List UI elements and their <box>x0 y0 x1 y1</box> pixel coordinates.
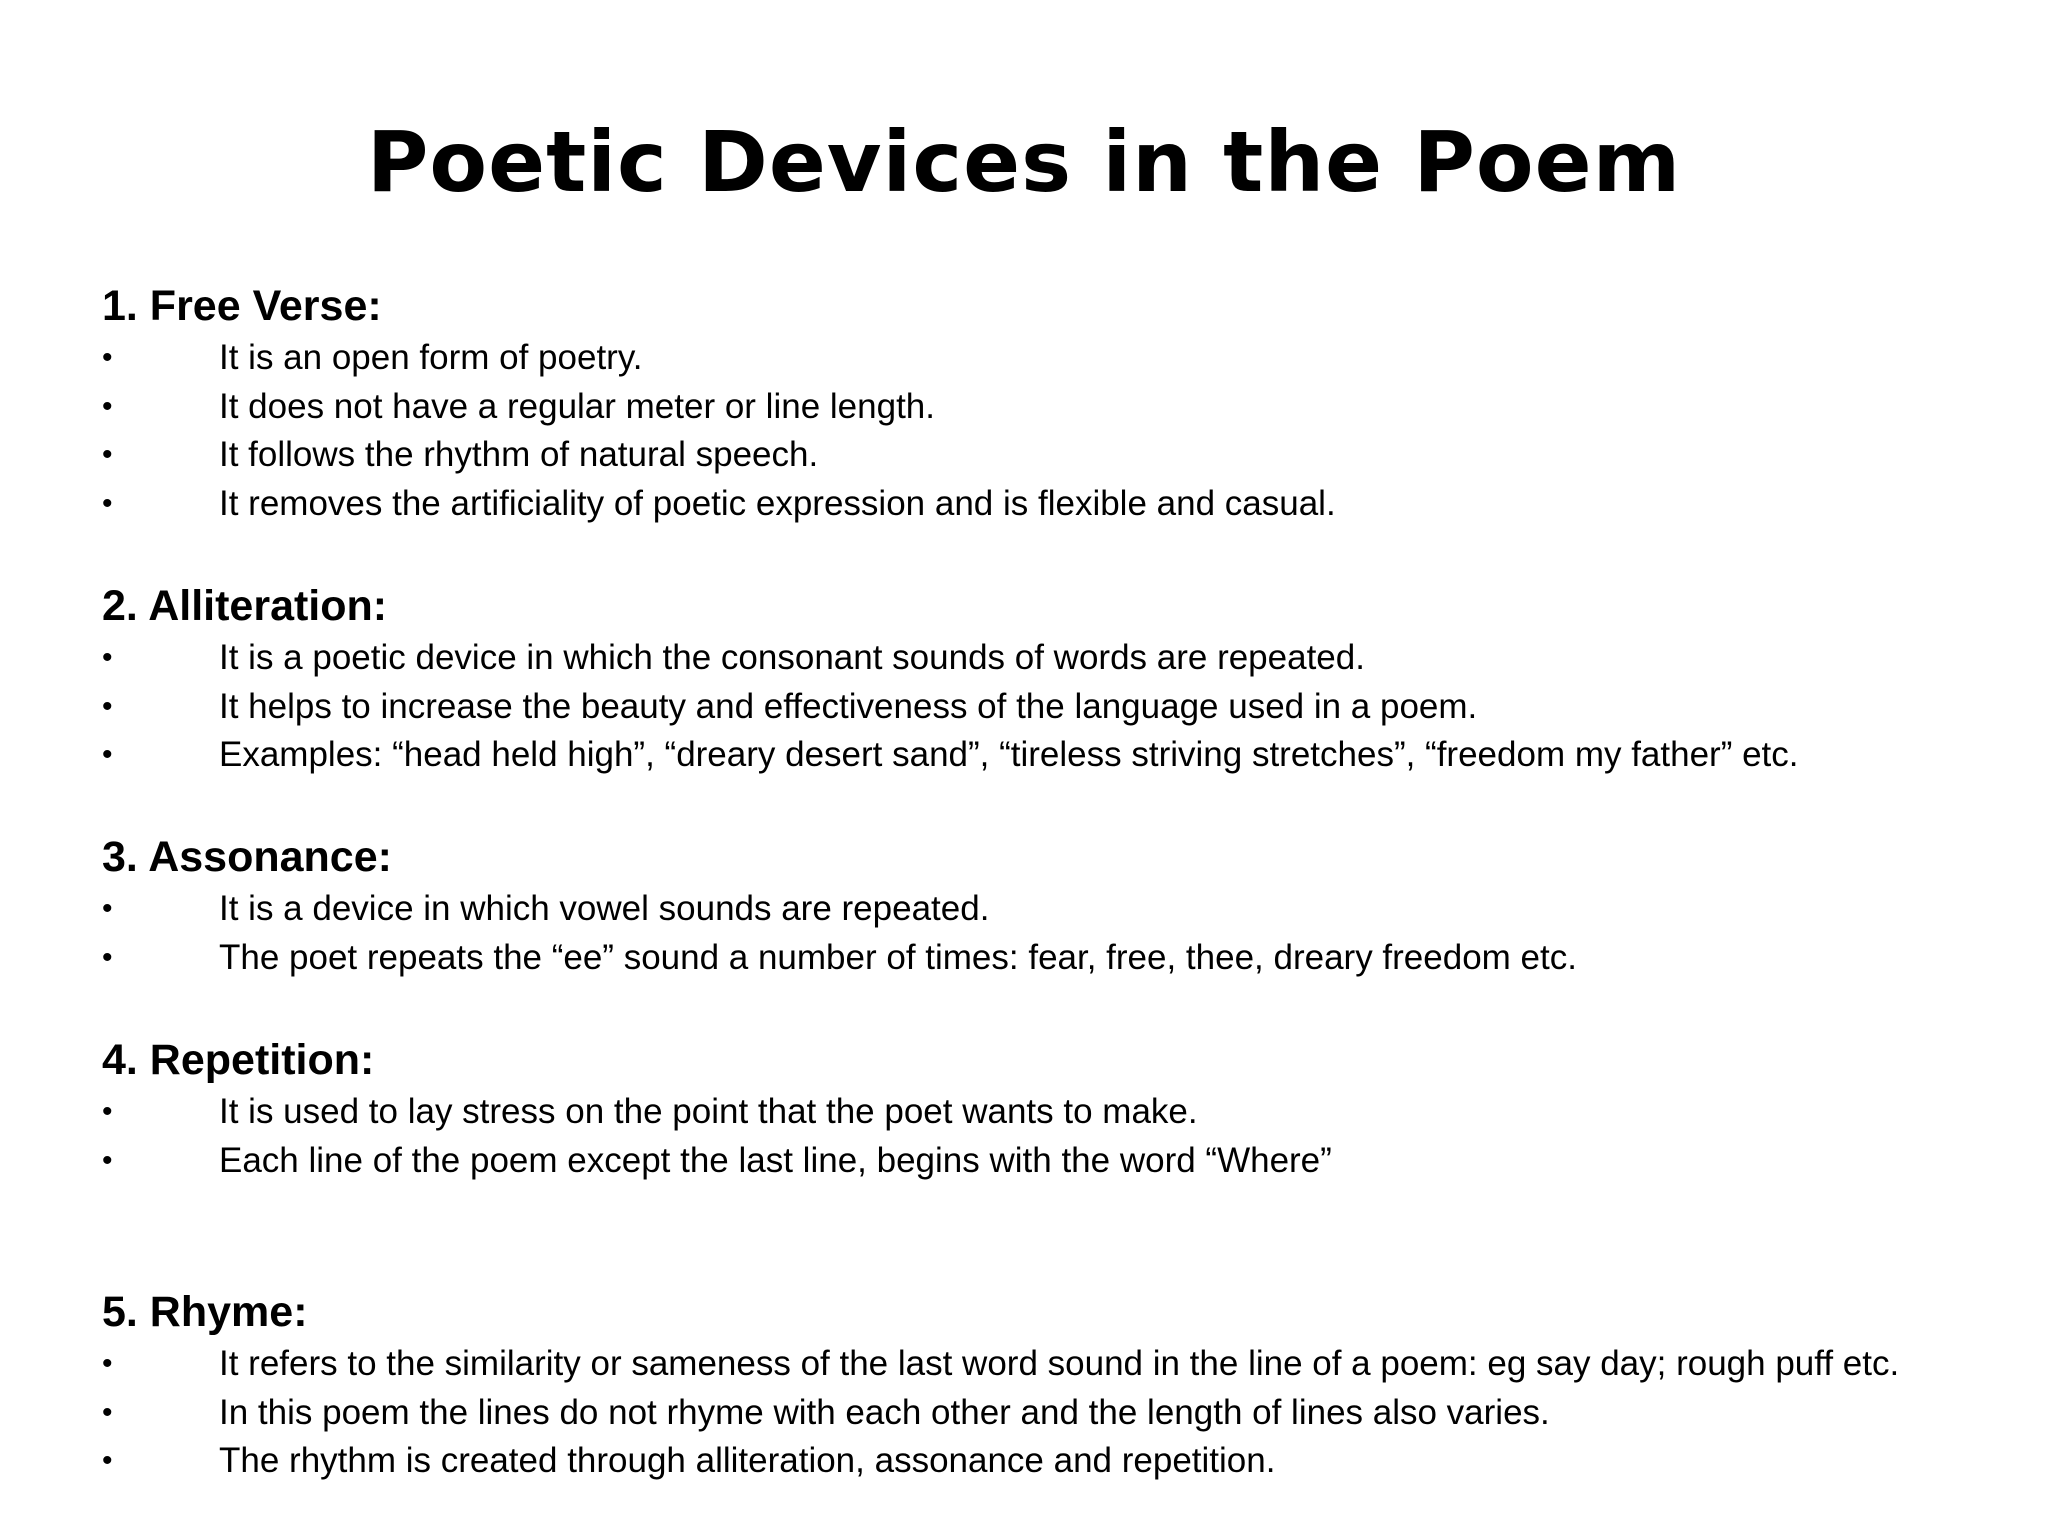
bullet-text: Examples: “head held high”, “dreary desert sand”, “tireless striving stretches”, “freedom my father” etc. <box>219 735 1799 774</box>
section-rhyme <box>102 1284 2022 1486</box>
list-item <box>102 1389 2022 1438</box>
list-item <box>102 934 2022 983</box>
list-item <box>102 383 2022 432</box>
bullet-icon: • <box>102 341 113 374</box>
bullet-list <box>102 1340 2022 1486</box>
bullet-icon: • <box>102 1395 113 1429</box>
bullet-text: It is used to lay stress on the point that the poet wants to make. <box>219 1092 1198 1131</box>
section-alliteration <box>102 578 2022 780</box>
bullet-list <box>102 634 2022 780</box>
section-assonance <box>102 829 2022 982</box>
bullet-list <box>102 885 2022 982</box>
bullet-text: It refers to the similarity or sameness of the last word sound in the line of a poem: eg say day; rough puff etc. <box>219 1344 1900 1383</box>
section-heading: 4. Repetition: <box>102 1036 375 1084</box>
list-item <box>102 334 2022 383</box>
bullet-text: The poet repeats the “ee” sound a number of times: fear, free, thee, dreary freedom etc. <box>219 937 1577 977</box>
bullet-icon: • <box>102 1095 113 1128</box>
bullet-text: It is an open form of poetry. <box>219 338 643 377</box>
bullet-icon: • <box>102 892 113 925</box>
bullet-text: The rhythm is created through alliteration, assonance and repetition. <box>219 1441 1276 1480</box>
bullet-icon: • <box>102 1347 113 1380</box>
section-repetition <box>102 1032 2022 1185</box>
bullet-icon: • <box>102 389 113 423</box>
list-item <box>102 480 2022 529</box>
slide-title: Poetic Devices in the Poem <box>366 113 1682 211</box>
list-item <box>102 1340 2022 1389</box>
list-item <box>102 683 2022 732</box>
bullet-text: In this poem the lines do not rhyme with each other and the length of lines also varies. <box>219 1392 1550 1432</box>
list-item <box>102 431 2022 480</box>
bullet-text: It helps to increase the beauty and effectiveness of the language used in a poem. <box>219 686 1478 726</box>
list-item <box>102 1088 2022 1137</box>
bullet-list <box>102 334 2022 528</box>
bullet-icon: • <box>102 1444 113 1477</box>
bullet-icon: • <box>102 641 113 674</box>
bullet-text: It follows the rhythm of natural speech. <box>219 435 819 474</box>
bullet-text: It is a poetic device in which the consonant sounds of words are repeated. <box>219 638 1365 677</box>
section-heading: 3. Assonance: <box>102 833 392 881</box>
bullet-icon: • <box>102 1143 113 1177</box>
bullet-icon: • <box>102 738 113 771</box>
list-item <box>102 885 2022 934</box>
bullet-text: Each line of the poem except the last line, begins with the word “Where” <box>219 1140 1332 1180</box>
section-free-verse <box>102 278 2022 528</box>
bullet-icon: • <box>102 486 113 520</box>
bullet-icon: • <box>102 438 113 471</box>
list-item <box>102 1137 2022 1186</box>
bullet-text: It removes the artificiality of poetic expression and is flexible and casual. <box>219 483 1336 523</box>
bullet-icon: • <box>102 689 113 723</box>
section-heading: 1. Free Verse: <box>102 282 382 330</box>
bullet-text: It does not have a regular meter or line length. <box>219 386 935 426</box>
list-item <box>102 634 2022 683</box>
bullet-icon: • <box>102 940 113 974</box>
bullet-list <box>102 1088 2022 1185</box>
section-heading: 2. Alliteration: <box>102 582 388 630</box>
list-item <box>102 1437 2022 1486</box>
list-item <box>102 731 2022 780</box>
section-heading: 5. Rhyme: <box>102 1288 308 1336</box>
bullet-text: It is a device in which vowel sounds are repeated. <box>219 889 990 928</box>
